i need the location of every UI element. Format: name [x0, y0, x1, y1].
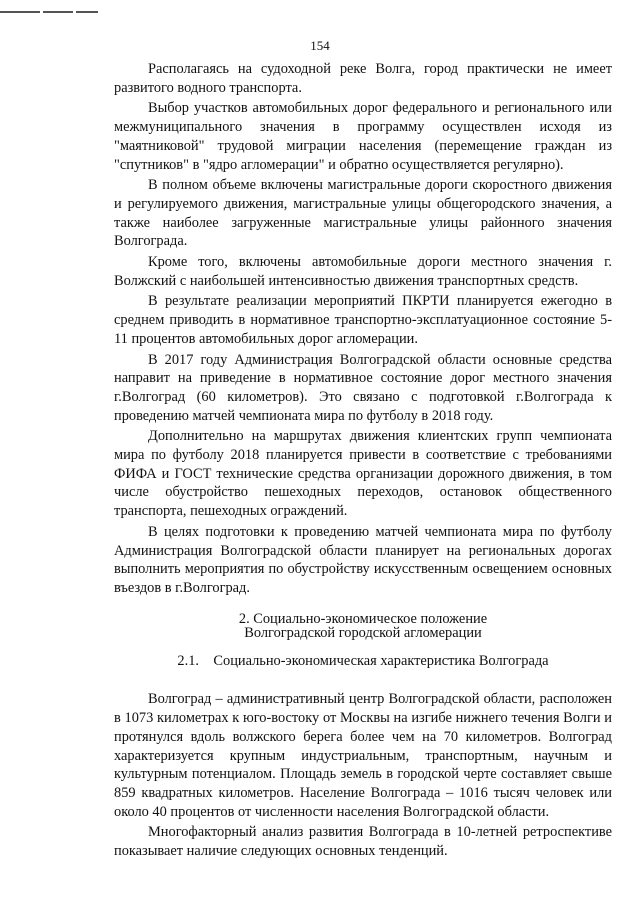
paragraph-lighting: В целях подготовки к проведению матчей чемпионата мира по футболу Администрация Волгоградской области планирует на региональных дорогах выполнить мероприятия по обустройству искусственным освещением основных въездов в г.Волгоград.	[114, 523, 612, 596]
document-body	[114, 60, 612, 861]
paragraph-volzhsky-roads: Кроме того, включены автомобильные дороги местного значения г. Волжский с наибольшей интенсивностью движения транспортных средств.	[114, 254, 612, 289]
section-heading-line-2: Волгоградской городской агломерации	[244, 624, 482, 641]
paragraph-pkrti-results: В результате реализации мероприятий ПКРТИ планируется ежегодно в среднем приводить в нормативное транспортно-эксплатуационное состояние 5-11 процентов автомобильных дорог агломерации.	[114, 293, 612, 347]
page-number: 154	[310, 38, 330, 53]
paragraph-included-roads: В полном объеме включены магистральные дороги скоростного движения и регулируемого движения, магистральные улицы общегородского значения, а также наиболее загруженные магистральные улицы районного значения Волгограда.	[114, 177, 612, 250]
paragraph-water-transport: Располагаясь на судоходной реке Волга, город практически не имеет развитого водного транспорта.	[114, 61, 612, 96]
paragraph-volgograd-overview: Волгоград – административный центр Волгоградской области, расположен в 1073 километрах к юго-востоку от Москвы на изгибе нижнего течения Волги и протянулся вдоль волжского берега более чем на 70 километров. Волгоград характеризуется крупным индустриальным, транспортным, научным и культурным потенциалом. Площадь земель в городской черте составляет свыше 859 квадратных километров. Население Волгограда – 1016 тысяч человек или около 40 процентов от численности населения Волгоградской области.	[114, 691, 612, 820]
section-heading-line-1: 2. Социально-экономическое положение	[238, 610, 488, 627]
subsection-heading: 2.1. Социально-экономическая характеристика Волгограда	[177, 652, 549, 669]
section-heading	[114, 612, 612, 640]
paragraph-trend-analysis: Многофакторный анализ развития Волгограда в 10-летней ретроспективе показывает наличие следующих основных тенденций.	[114, 824, 612, 860]
paragraph-fifa-requirements: Дополнительно на маршрутах движения клиентских групп чемпионата мира по футболу 2018 планируется привести в соответствие с требованиями ФИФА и ГОСТ технические средства организации дорожного движения, в том числе обустройство пешеходных переходов, остановок общественного транспорта, пешеходных ограждений.	[114, 428, 612, 520]
paragraph-2017-funding: В 2017 году Администрация Волгоградской области основные средства направит на приведение в нормативное состояние дорог местного значения г.Волгоград (60 километров). Это связано с подготовкой г.Волгограда к проведению матчей чемпионата мира по футболу в 2018 году.	[114, 351, 612, 424]
scan-edge-mark	[0, 0, 110, 4]
paragraph-road-selection: Выбор участков автомобильных дорог федерального и регионального или межмуниципального значения в программу осуществлен исходя из "маятниковой" трудовой миграции населения (перемещение граждан из "спутников" в "ядро агломерации" и обратно осуществляется регулярно).	[114, 100, 612, 173]
